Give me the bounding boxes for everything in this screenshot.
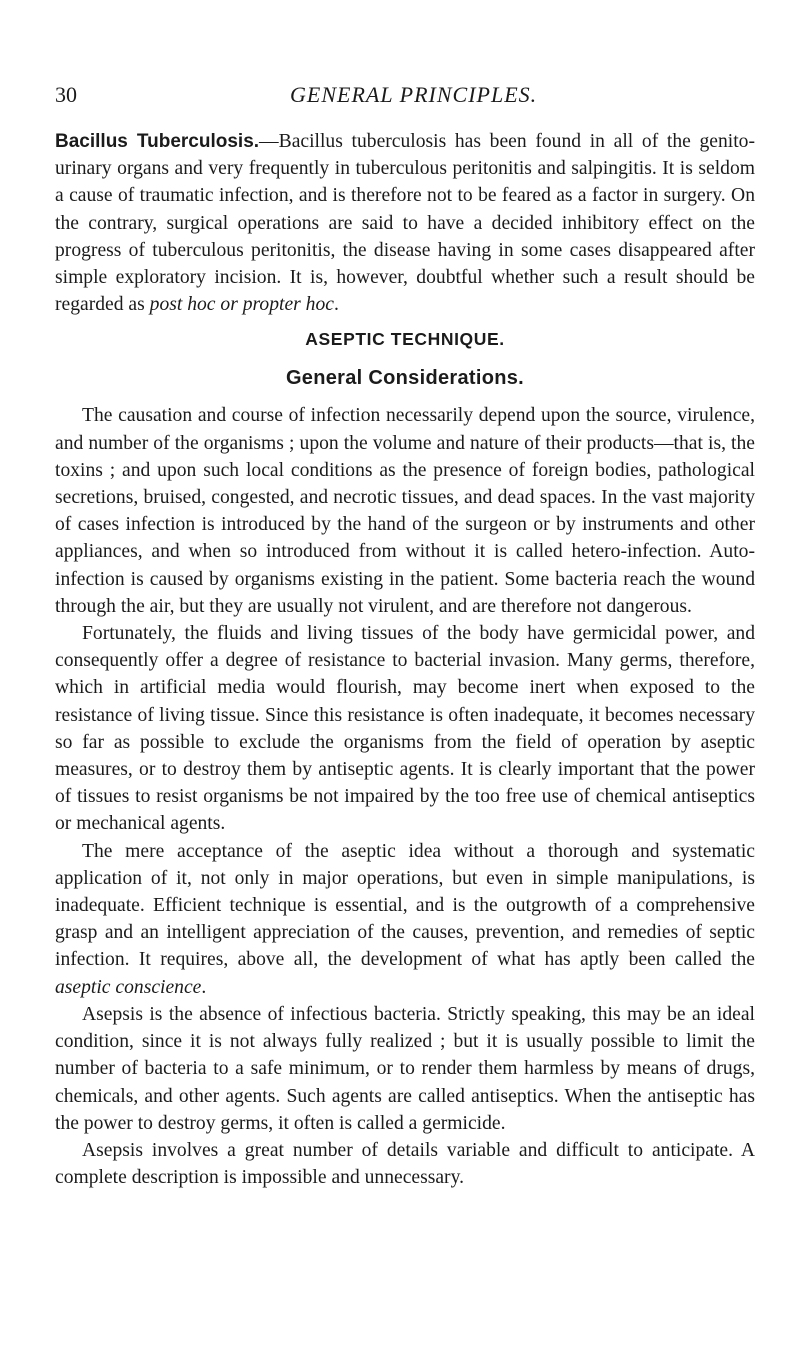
paragraph-fortunately: Fortunately, the fluids and living tissues of the body have germicidal power, and consequently offer a degree of resistance to bacterial invasion. Many germs, therefore, which in artificial media would flourish, may become inert when exposed to the resistance of living tissue. Since this resistance is often inadequate, it becomes necessary so far as possible to exclude the organisms from the field of operation by aseptic measures, or to destroy them by antiseptic agents. It is clearly important that the power of tissues to resist organisms be not impaired by the too free use of chemical antiseptics or mechanical agents. xyxy=(55,623,755,835)
sub-heading: General Considerations. xyxy=(285,367,525,390)
bacillus-latin-phrase: post hoc or propter hoc xyxy=(149,294,334,316)
body-text xyxy=(55,128,755,1191)
paragraph-aseptic-idea-end: . xyxy=(201,976,207,998)
paragraph-aseptic-idea-text: The mere acceptance of the aseptic idea without a thorough and systematic application of it, not only in major operations, but even in simple manipulations, is inadequate. Efficient technique is essential, and is the outgrowth of a comprehensive grasp and an intelligent appreciation of the causes, prevention, and remedies of septic infection. It requires, above all, the development of what has aptly been called the xyxy=(55,840,755,971)
paragraph-asepsis-definition: Asepsis is the absence of infectious bacteria. Strictly speaking, this may be an ideal condition, since it is not always fully realized ; but it is usually possible to limit the number of bacteria to a safe minimum, or to render them harmless by means of drugs, chemicals, and other agents. Such agents are called antiseptics. When the antiseptic has the power to destroy germs, it often is called a germicide. xyxy=(55,1003,755,1134)
bacillus-text: —Bacillus tuberculosis has been found in all of the genito-urinary organs and very frequently in tuberculous peritonitis and salpingitis. It is seldom a cause of traumatic infection, and is therefore not to be feared as a factor in surgery. On the contrary, surgical operations are said to have a decided inhibitory effect on the progress of tuberculous peritonitis, the disease having in some cases disappeared after simple exploratory incision. It is, however, doubtful whether such a result should be regarded as xyxy=(55,131,756,316)
bacillus-paragraph xyxy=(55,128,755,318)
running-title: GENERAL PRINCIPLES. xyxy=(290,82,538,107)
paragraph-aseptic-idea xyxy=(55,838,755,1001)
bacillus-text-end: . xyxy=(333,294,339,316)
aseptic-conscience-phrase: aseptic conscience xyxy=(55,976,202,998)
paragraph-causation: The causation and course of infection necessarily depend upon the source, virulence, and number of the organisms ; upon the volume and nature of their products—that is, the toxins ; and upon such local conditions as the presence of foreign bodies, pathological secretions, bruised, congested, and necrotic tissues, and dead spaces. In the vast majority of cases infection is introduced by the hand of the surgeon or by instruments and other appliances, and when so introduced from without it is called hetero-infection. Auto-infection is caused by organisms existing in the patient. Some bacteria reach the wound through the air, but they are usually not virulent, and are therefore not dangerous. xyxy=(55,405,755,617)
bacillus-lead-heading: Bacillus Tuberculosis. xyxy=(55,131,260,152)
section-heading: ASEPTIC TECHNIQUE. xyxy=(305,329,505,350)
page-number: 30 xyxy=(55,82,77,107)
paragraph-asepsis-details: Asepsis involves a great number of details variable and difficult to anticipate. A complete description is impossible and unnecessary. xyxy=(55,1139,755,1189)
running-head xyxy=(55,82,755,112)
